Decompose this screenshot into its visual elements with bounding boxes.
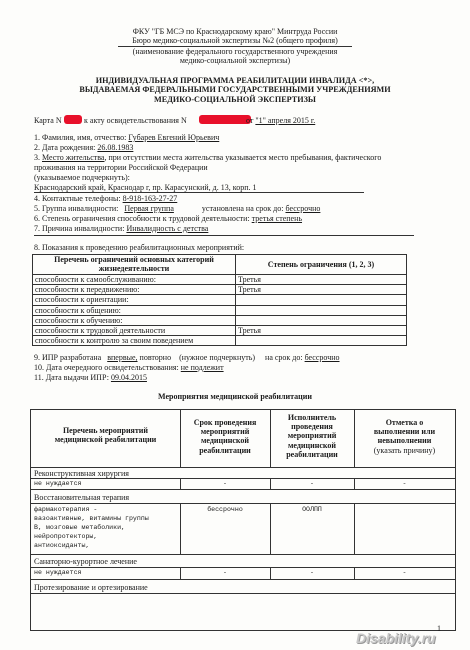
residence-label: Место жительства [42, 153, 105, 162]
birth-date-value: 26.08.1983 [97, 143, 134, 152]
head-line: Перечень мероприятий [62, 426, 149, 435]
labor-limit-label: 6. Степень ограничения способности к трудовой деятельности: [34, 214, 250, 223]
limitations-head-categories [33, 255, 236, 275]
restore-term-value: бессрочно [207, 506, 243, 513]
table-row [33, 325, 407, 335]
head-line: Отметка о [385, 418, 424, 427]
group-value: Первая группа [124, 204, 174, 213]
head-line: (указать причину) [373, 445, 436, 455]
card-act [84, 116, 187, 125]
labor-limit-value: третья степень [251, 214, 303, 223]
limit-name: способности к самообслуживанию: [33, 275, 236, 285]
cause-label: 7. Причина инвалидности: [34, 224, 125, 233]
residence-address: Краснодарский край, Краснодар г, пр. Карасунский, д. 13, корп. 1 [34, 183, 257, 192]
restore-line: нейропротекторы, [34, 532, 98, 540]
restore-exec-value: ООЛПП [302, 506, 322, 513]
phone-label: 4. Контактные телефоны: [34, 194, 121, 203]
ipr-developed-label: 9. ИПР разработана [34, 353, 102, 362]
head-line: невыполнении [377, 436, 432, 446]
column-divider [270, 567, 271, 579]
recon-mark-dash: - [402, 480, 407, 487]
column-divider [354, 503, 355, 554]
limit-degree: Третья [236, 285, 407, 295]
field-disability-cause [34, 224, 208, 233]
sanatorium-mark-dash: - [402, 569, 407, 576]
section-divider [34, 235, 414, 236]
field-residence [34, 153, 381, 162]
field-labor-limit [34, 214, 302, 223]
field-ipr-developed [34, 353, 340, 362]
column-divider [354, 478, 355, 489]
head-line: медицинской реабилитации [54, 435, 157, 445]
row-divider [31, 478, 455, 479]
limit-name: способности к передвижению: [33, 285, 236, 295]
redaction-mark [199, 115, 254, 125]
limit-degree: Третья [236, 275, 407, 285]
head-line: проведения [291, 422, 333, 432]
field-next-exam [34, 363, 224, 372]
restore-line: B, мозговые метаболики, [34, 523, 126, 531]
full-name-value: Губарев Евгений Юрьевич [128, 133, 220, 142]
limit-name: способности к общению: [33, 305, 236, 315]
recon-surgery-value: не нуждается [34, 480, 82, 487]
title-line-3: МЕДИКО-СОЦИАЛЬНОЙ ЭКСПЕРТИЗЫ [154, 94, 316, 104]
org-line-2: Бюро медико-социальной экспертизы №2 (общего профиля) [132, 36, 338, 46]
restore-line: фармакотерапия - [34, 506, 98, 513]
card-prefix: Карта N [34, 116, 62, 125]
head-line: мероприятий [200, 427, 250, 437]
field-issue-date [34, 373, 147, 382]
head-categories-line-2: жизнедеятельности [98, 263, 170, 273]
field-disability-group [34, 204, 320, 213]
group-term-value: бессрочно [285, 204, 321, 213]
limit-name: способности к ориентации: [33, 295, 236, 305]
ipr-first-option: впервые, [107, 353, 138, 362]
prosthetics-title: Протезирование и ортезирование [34, 583, 148, 592]
head-line: мероприятий [287, 431, 337, 441]
restore-line: антиоксиданты, [34, 541, 90, 549]
org-line-1: ФКУ "ГБ МСЭ по Краснодарскому краю" Минтруда России [132, 27, 338, 36]
ipr-term-label: на срок до: [265, 353, 303, 362]
card-act-label: к акту освидетельствования N [84, 116, 187, 125]
org-note-line-1: (наименование федерального государственного учреждения [132, 47, 338, 56]
watermark: Disability.ru [356, 630, 436, 646]
head-line: реабилитации [286, 449, 338, 459]
limit-degree [236, 315, 407, 325]
org-header [0, 27, 470, 45]
recon-surgery-title: Реконструктивная хирургия [34, 469, 129, 478]
limit-degree [236, 305, 407, 315]
field-birth-date [34, 143, 133, 152]
head-line: реабилитации [199, 445, 251, 455]
issue-date-label: 11. Дата выдачи ИПР: [34, 373, 109, 382]
document-title [0, 76, 470, 104]
sanatorium-title: Санаторно-курортное лечение [34, 557, 137, 566]
medical-table [30, 409, 456, 631]
ipr-term-value: бессрочно [304, 353, 340, 362]
head-categories-line-1: Перечень ограничений основных категорий [54, 254, 214, 264]
limit-degree: Третья [236, 325, 407, 335]
limitations-head-degree: Степень ограничения (1, 2, 3) [236, 255, 407, 275]
card-line [34, 116, 62, 125]
limitations-header-row [33, 255, 407, 275]
group-term-label: установлена на срок до: [201, 204, 284, 213]
table-row [33, 315, 407, 325]
table-row [33, 305, 407, 315]
card-date [246, 116, 315, 125]
row-divider [31, 489, 455, 490]
phone-value: 8-918-163-27-27 [122, 194, 178, 203]
group-label: 5. Группа инвалидности: [34, 204, 119, 213]
recon-exec-dash: - [310, 480, 314, 487]
indications-label: 8. Показания к проведению реабилитационных мероприятий: [34, 243, 245, 252]
limit-name: способности к обучению: [33, 315, 236, 325]
title-line-1: ИНДИВИДУАЛЬНАЯ ПРОГРАММА РЕАБИЛИТАЦИИ ИНВАЛИДА <*>, [95, 76, 375, 85]
org-note-line-2: медико-социальной экспертизы) [179, 56, 291, 66]
cause-value: Инвалидность с детства [126, 224, 209, 233]
ipr-hint: (нужное подчеркнуть) [179, 353, 256, 362]
column-divider [180, 567, 181, 579]
org-note [0, 47, 470, 65]
row-divider [31, 579, 455, 580]
page-number: 1 [437, 624, 441, 633]
restore-therapy-title: Восстановительная терапия [34, 493, 130, 502]
head-line: Исполнитель [287, 413, 337, 422]
title-line-2: ВЫДАВАЕМАЯ ФЕДЕРАЛЬНЫМИ ГОСУДАРСТВЕННЫМИ УЧРЕЖДЕНИЯМИ [79, 85, 391, 95]
medical-section-title: Мероприятия медицинской реабилитации [158, 392, 312, 401]
column-divider [180, 503, 181, 554]
medical-head-executor [270, 413, 354, 459]
full-name-label: 1. Фамилия, имя, отчество: [34, 133, 127, 142]
sanatorium-exec-dash: - [310, 569, 314, 576]
row-divider [31, 593, 455, 594]
residence-number: 3. [34, 153, 40, 162]
limit-name: способности к трудовой деятельности [33, 325, 236, 335]
medical-head-measures [31, 426, 180, 444]
limitations-table [32, 254, 407, 346]
table-row [33, 285, 407, 295]
next-exam-label: 10. Дата очередного освидетельствования: [34, 363, 179, 372]
issue-date-value: 09.04.2015 [110, 373, 147, 382]
card-date-value: "1" апреля 2015 г. [255, 116, 316, 125]
row-divider [31, 554, 455, 555]
row-divider [31, 567, 455, 568]
recon-term-dash: - [223, 480, 227, 487]
table-row [33, 275, 407, 285]
field-phone [34, 194, 177, 203]
head-line: выполнении или [373, 427, 436, 437]
limit-degree [236, 336, 407, 346]
table-row [33, 295, 407, 305]
sanatorium-value: не нуждается [34, 569, 82, 576]
field-full-name [34, 133, 219, 142]
column-divider [270, 503, 271, 554]
residence-line-2: проживания на территории Российской Федерации [34, 163, 208, 172]
card-date-prefix: от [246, 116, 254, 125]
head-line: медицинской [200, 436, 250, 446]
column-divider [180, 478, 181, 489]
limit-degree [236, 295, 407, 305]
restore-therapy-list [34, 506, 149, 550]
table-row [33, 336, 407, 346]
ipr-repeat-option: повторно [139, 353, 172, 362]
residence-line-3: (указываемое подчеркнуть): [34, 173, 130, 182]
row-divider [31, 467, 455, 468]
next-exam-value: не подлежит [180, 363, 224, 372]
medical-head-term [180, 418, 270, 455]
medical-head-mark [354, 418, 455, 455]
restore-line: вазоактивные, витамины группы [34, 514, 149, 522]
limit-name: способности к контролю за своим поведением [33, 336, 236, 346]
column-divider [270, 478, 271, 489]
birth-date-label: 2. Дата рождения: [34, 143, 96, 152]
column-divider [354, 567, 355, 579]
row-divider [31, 503, 455, 504]
head-line: медицинской [287, 440, 337, 450]
head-line: Срок проведения [193, 418, 257, 427]
residence-text: , при отсутствии места жительства указывается место пребывания, фактического [104, 153, 382, 162]
address-underline [34, 192, 364, 193]
redaction-mark [64, 115, 82, 124]
sanatorium-term-dash: - [223, 569, 227, 576]
